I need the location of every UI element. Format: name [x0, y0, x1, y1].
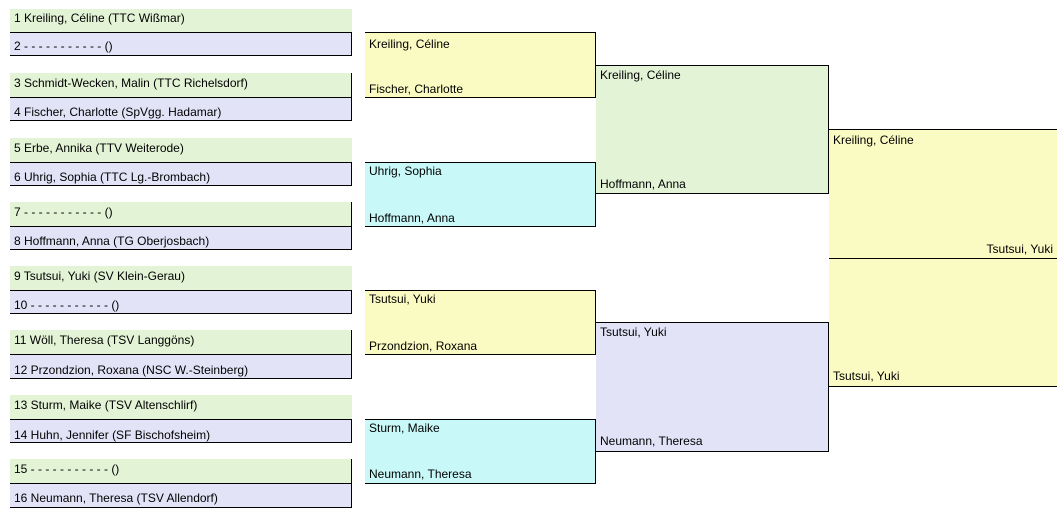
- bracket-line: [365, 162, 596, 163]
- bracket-line: [829, 386, 1057, 387]
- round3-match-2-bg: [596, 322, 829, 451]
- round3-player-2: Hoffmann, Anna: [600, 177, 686, 191]
- round3-player-1: Kreiling, Céline: [600, 68, 681, 82]
- bracket-line: [10, 226, 352, 227]
- bracket-line: [10, 185, 352, 186]
- bracket-line: [351, 330, 352, 379]
- round1-player-3: 3 Schmidt-Wecken, Malin (TTC Richelsdorf): [14, 76, 248, 90]
- bracket-line: [365, 226, 596, 227]
- bracket-line: [365, 354, 596, 355]
- bracket-line: [596, 193, 829, 194]
- bracket-line: [365, 290, 596, 291]
- round2-player-5: Tsutsui, Yuki: [369, 292, 436, 306]
- round2-player-6: Przondzion, Roxana: [369, 339, 478, 353]
- round1-player-10: 10 - - - - - - - - - - - (): [14, 298, 120, 312]
- bracket-line: [10, 55, 352, 56]
- round1-player-1: 1 Kreiling, Céline (TTC Wißmar): [14, 11, 185, 25]
- bracket-line: [365, 483, 596, 484]
- bracket-line: [10, 97, 352, 98]
- bracket-line: [596, 451, 829, 452]
- bracket-line: [10, 442, 352, 443]
- round2-player-3: Uhrig, Sophia: [369, 164, 442, 178]
- bracket-line: [10, 313, 352, 314]
- round3-match-1-bg: [596, 65, 829, 194]
- round2-player-2: Fischer, Charlotte: [369, 82, 464, 96]
- round1-player-4: 4 Fischer, Charlotte (SpVgg. Hadamar): [14, 105, 222, 119]
- round3-player-4: Neumann, Theresa: [600, 434, 703, 448]
- round1-player-8: 8 Hoffmann, Anna (TG Oberjosbach): [14, 234, 210, 248]
- bracket-line: [351, 73, 352, 121]
- bracket-line: [10, 120, 352, 121]
- bracket-line: [10, 483, 352, 484]
- round2-player-8: Neumann, Theresa: [369, 467, 472, 481]
- round1-player-11: 11 Wöll, Theresa (TSV Langgöns): [14, 333, 195, 347]
- bracket-line: [351, 459, 352, 508]
- bracket-line: [10, 378, 352, 379]
- bracket-line: [365, 32, 596, 33]
- round1-player-2: 2 - - - - - - - - - - - (): [14, 39, 113, 53]
- champion-name: Tsutsui, Yuki: [986, 242, 1053, 256]
- round3-player-3: Tsutsui, Yuki: [600, 325, 667, 339]
- bracket-line: [10, 354, 352, 355]
- round1-player-12: 12 Przondzion, Roxana (NSC W.-Steinberg): [14, 363, 249, 377]
- round1-player-16: 16 Neumann, Theresa (TSV Allendorf): [14, 491, 218, 505]
- bracket-line: [596, 65, 829, 66]
- round1-player-9: 9 Tsutsui, Yuki (SV Klein-Gerau): [14, 269, 185, 283]
- round1-player-15: 15 - - - - - - - - - - - (): [14, 462, 120, 476]
- bracket-line: [365, 97, 596, 98]
- bracket-line: [351, 32, 352, 56]
- bracket-line: [10, 162, 352, 163]
- round1-player-13: 13 Sturm, Maike (TSV Altenschlirf): [14, 398, 198, 412]
- bracket-line: [351, 162, 352, 186]
- bracket-line: [351, 290, 352, 314]
- final-player-2: Tsutsui, Yuki: [833, 369, 900, 383]
- round1-player-5: 5 Erbe, Annika (TTV Weiterode): [14, 141, 184, 155]
- bracket-line: [365, 419, 596, 420]
- round2-player-7: Sturm, Maike: [369, 421, 440, 435]
- round2-player-1: Kreiling, Céline: [369, 37, 450, 51]
- bracket-line: [10, 290, 352, 291]
- bracket-line: [10, 507, 352, 508]
- bracket-line: [10, 249, 352, 250]
- round1-player-7: 7 - - - - - - - - - - - (): [14, 205, 113, 219]
- bracket-line: [829, 258, 1057, 259]
- bracket-line: [351, 419, 352, 443]
- bracket-line: [10, 419, 352, 420]
- bracket-line: [351, 202, 352, 250]
- bracket-line: [10, 32, 352, 33]
- bracket-line: [829, 129, 1057, 130]
- bracket-line: [596, 322, 829, 323]
- round2-player-4: Hoffmann, Anna: [369, 211, 455, 225]
- round1-player-14: 14 Huhn, Jennifer (SF Bischofsheim): [14, 428, 211, 442]
- final-player-1: Kreiling, Céline: [833, 133, 914, 147]
- round1-player-6: 6 Uhrig, Sophia (TTC Lg.-Brombach): [14, 170, 211, 184]
